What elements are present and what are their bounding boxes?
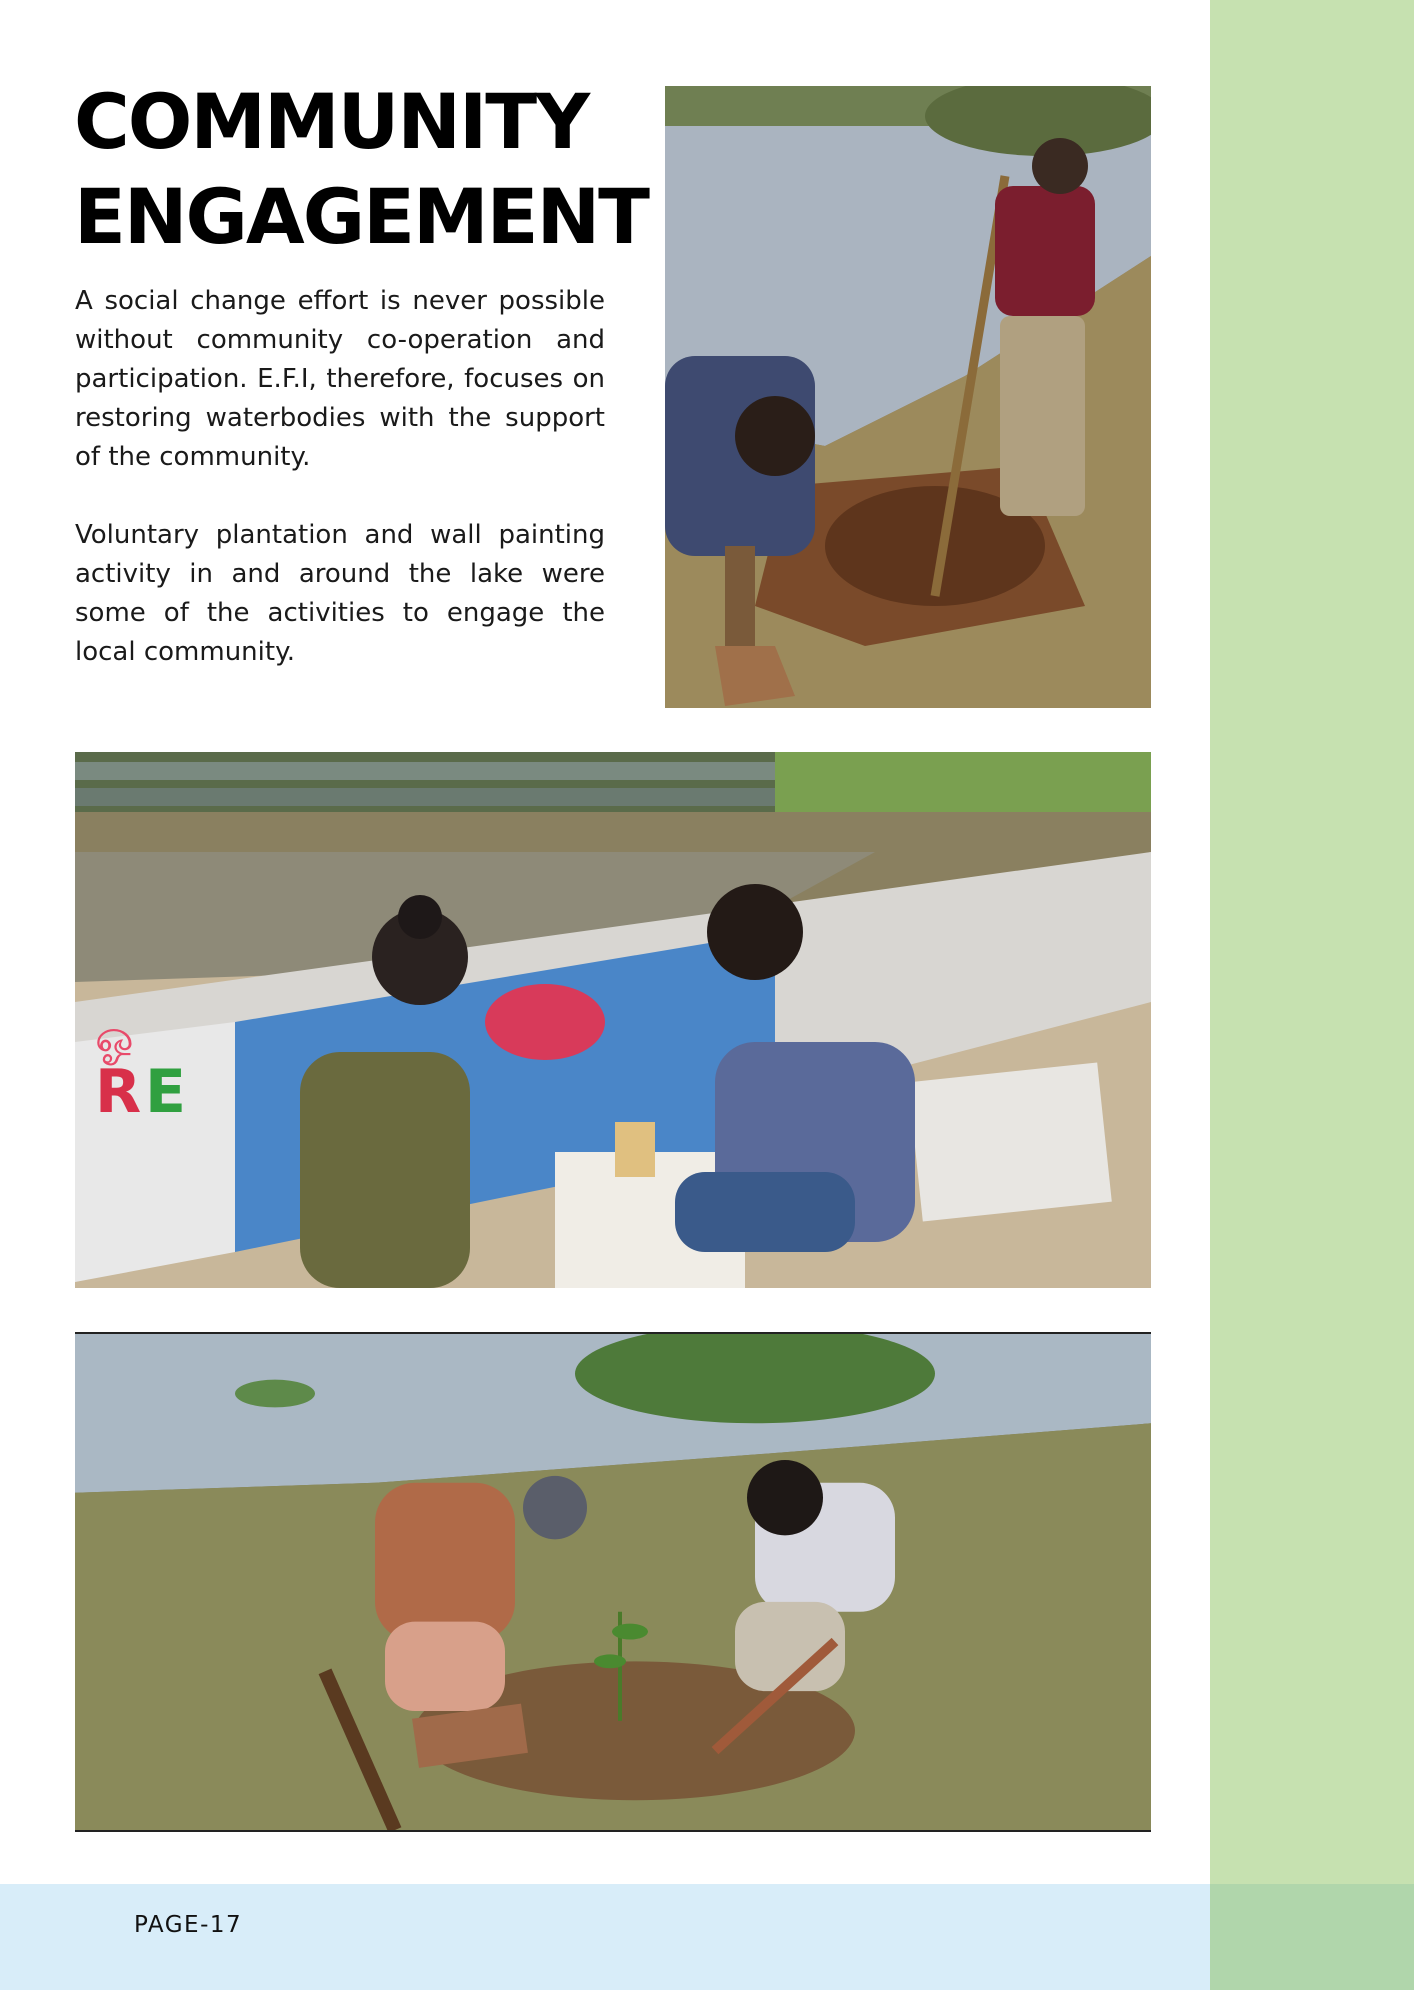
photo-planting-illustration <box>75 1334 1151 1830</box>
footer-corner-block <box>1210 1884 1414 1990</box>
svg-text:ஓ: ஓ <box>95 1009 134 1063</box>
page-number: PAGE-17 <box>134 1912 243 1938</box>
title-line-2: ENGAGEMENT <box>74 172 649 261</box>
photo-wall-painting <box>75 752 1151 1288</box>
photo-digging-illustration <box>665 86 1151 708</box>
photo-sapling-planting <box>75 1332 1151 1832</box>
title-line-1: COMMUNITY <box>74 77 589 166</box>
intro-paragraph-2: Voluntary plantation and wall painting activity in and around the lake were some of the activities to engage the local community. <box>75 520 605 667</box>
intro-paragraph-1: A social change effort is never possible without community co-operation and participation. E.F.I, therefore, focuses on restoring waterbodies with the support of the community. <box>75 286 605 472</box>
photo-wall-painting-illustration <box>75 752 1151 1288</box>
page-title <box>74 74 649 264</box>
svg-text:E: E <box>145 1057 186 1127</box>
intro-text <box>75 282 605 711</box>
side-decor-strip <box>1210 0 1414 1884</box>
svg-text:R: R <box>95 1057 142 1127</box>
photo-digging-by-lake <box>665 86 1151 708</box>
